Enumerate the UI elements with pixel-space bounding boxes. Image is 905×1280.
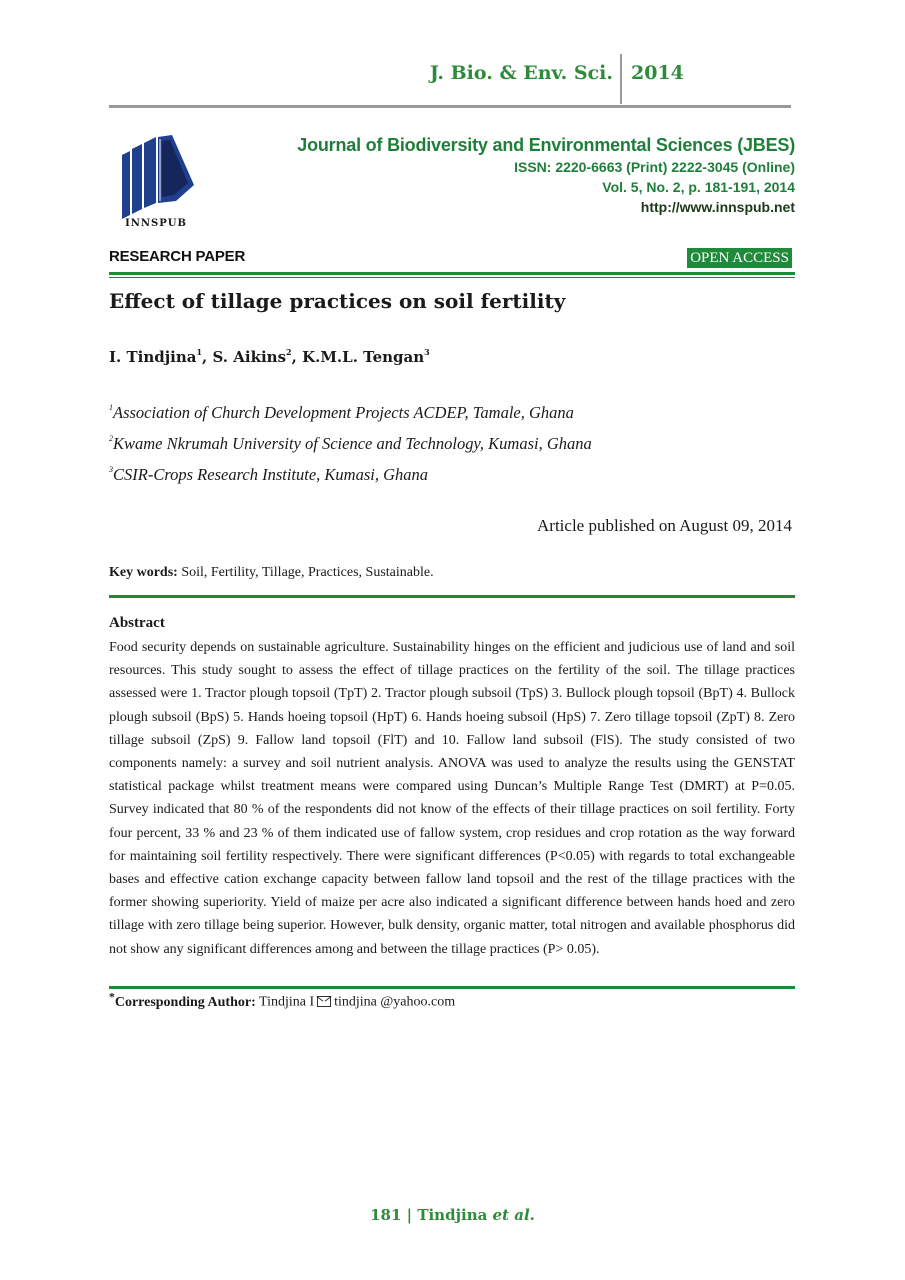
corresponding-email-link[interactable]: tindjina @yahoo.com xyxy=(334,994,456,1010)
running-header-journal: J. Bio. & Env. Sci. xyxy=(429,62,613,84)
affiliation-text: Association of Church Development Projects ACDEP, Tamale, Ghana xyxy=(113,403,574,422)
page-footer xyxy=(0,1206,905,1224)
corresponding-label: Corresponding Author: xyxy=(114,994,256,1010)
journal-volume: Vol. 5, No. 2, p. 181-191, 2014 xyxy=(602,179,795,195)
author-name: K.M.L. Tengan xyxy=(302,348,425,366)
running-header-divider xyxy=(620,54,622,104)
author-name: I. Tindjina xyxy=(109,348,197,366)
affiliation xyxy=(109,465,428,485)
affiliation-sup: 2 xyxy=(109,434,113,443)
journal-title: Journal of Biodiversity and Environmental Sciences (JBES) xyxy=(297,135,795,155)
section-rule-bottom xyxy=(109,986,795,989)
affiliation-sup: 3 xyxy=(109,465,113,474)
abstract-body: Food security depends on sustainable agriculture. Sustainability hinges on the efficient and judicious use of land and soil resources. This study sought to assess the effect of tillage practices on the fertility of the soil. The tillage practices assessed were 1. Tractor plough topsoil (TpT) 2. Tractor plough subsoil (TpS) 3. Bullock plough topsoil (BpT) 4. Bullock plough subsoil (BpS) 5. Hands hoeing topsoil (HpT) 6. Hands hoeing subsoil (HpS) 7. Zero tillage topsoil (ZpT) 8. Zero tillage subsoil (ZpS) 9. Fallow land topsoil (FlT) and 10. Fallow land subsoil (FlS). The study consisted of two components namely: a survey and soil nutrient analysis. ANOVA was used to analyze the results using the GENSTAT statistical package whilst treatment means were compared using Duncan’s Multiple Range Test (DMRT) at P=0.05. Survey indicated that 80 % of the respondents did not know of the effects of their tillage practices on soil fertility. Forty four percent, 33 % and 23 % of them indicated use of fallow system, crop residues and crop rotation as the way forward for maintaining soil fertility respectively. There were significant differences (P<0.05) with regards to total exchangeable bases and effective cation exchange capacity between fallow land topsoil and the rest of the tillage practices with the former showing superiority. Yield of maize per acre also indicated a significant difference between hands hoed and zero tillage with zero tillage being superior. However, bulk density, organic matter, total nitrogen and available phosphorus did not show any significant differences among and between the tillage practices (P> 0.05). xyxy=(109,640,795,957)
running-header-year: 2014 xyxy=(631,62,684,84)
paper-type-label: RESEARCH PAPER xyxy=(109,248,246,265)
publication-date: Article published on August 09, 2014 xyxy=(537,516,792,535)
logo-book-stack xyxy=(122,135,194,219)
keywords-text: Soil, Fertility, Tillage, Practices, Sustainable. xyxy=(181,565,434,580)
page-number: 181 xyxy=(370,1206,402,1224)
running-header xyxy=(0,58,905,98)
affiliation xyxy=(109,403,574,423)
journal-url-link[interactable]: http://www.innspub.net xyxy=(640,199,795,215)
author-sup: 1 xyxy=(196,347,203,357)
affiliation-text: CSIR-Crops Research Institute, Kumasi, Ghana xyxy=(113,465,429,484)
journal-info xyxy=(297,133,795,217)
footer-etal: et al. xyxy=(492,1206,535,1224)
author-sup: 2 xyxy=(286,347,292,357)
author-list xyxy=(109,348,430,366)
affiliation xyxy=(109,434,592,454)
keywords xyxy=(109,565,434,581)
section-rule-middle xyxy=(109,595,795,598)
section-rule-top-thin xyxy=(109,277,795,278)
logo-text: INNSPUB xyxy=(125,218,187,229)
paper-title: Effect of tillage practices on soil fertility xyxy=(109,289,566,313)
innspub-logo-icon xyxy=(116,135,196,225)
affiliation-text: Kwame Nkrumah University of Science and Technology, Kumasi, Ghana xyxy=(113,434,592,453)
keywords-label: Key words: xyxy=(109,565,178,580)
corresponding-name: Tindjina I xyxy=(259,994,315,1010)
abstract-heading: Abstract xyxy=(109,615,165,631)
section-rule-top xyxy=(109,272,795,275)
author-separator: , xyxy=(291,348,303,366)
footer-author: Tindjina xyxy=(417,1206,493,1224)
mail-icon xyxy=(317,996,331,1007)
corresponding-star: * xyxy=(109,990,115,1003)
journal-issn: ISSN: 2220-6663 (Print) 2222-3045 (Online) xyxy=(514,159,795,175)
open-access-badge: OPEN ACCESS xyxy=(687,248,792,268)
corresponding-author xyxy=(109,990,455,1011)
footer-separator: | xyxy=(401,1206,418,1224)
author-sup: 3 xyxy=(424,347,430,357)
author-name: S. Aikins xyxy=(212,348,287,366)
affiliation-sup: 1 xyxy=(109,403,113,412)
author-separator: , xyxy=(202,348,213,366)
header-rule xyxy=(109,105,791,108)
